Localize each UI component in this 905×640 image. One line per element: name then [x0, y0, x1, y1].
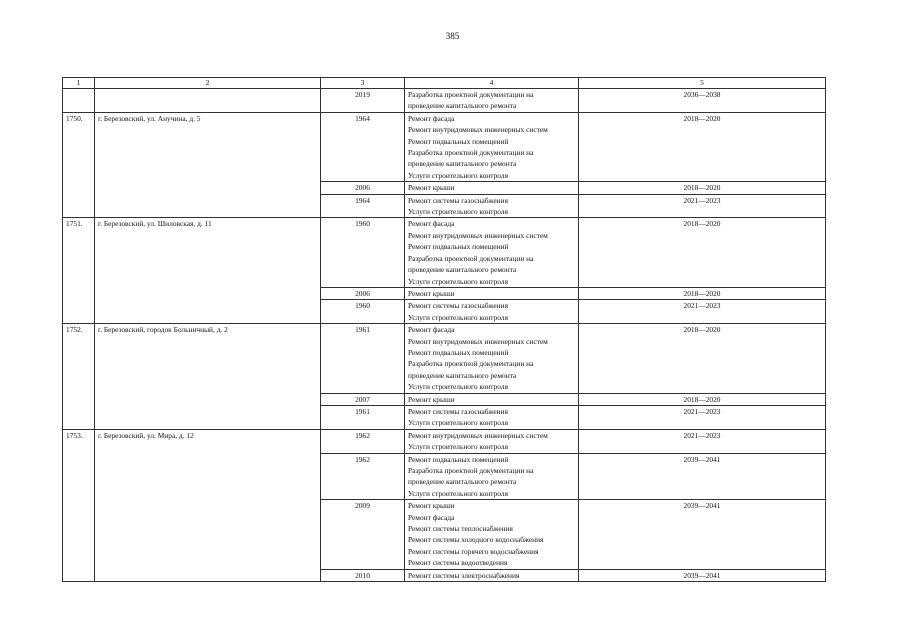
work-item: Ремонт фасада — [408, 325, 455, 335]
work-item: Ремонт системы электроснабжения — [408, 570, 520, 580]
works-cell — [405, 194, 579, 218]
period-cell: 2018—2020 — [579, 287, 826, 299]
work-item: Разработка проектной документации на — [408, 359, 534, 369]
year-cell: 2007 — [321, 393, 405, 405]
year-cell: 1964 — [321, 112, 405, 181]
column-number: 2 — [95, 78, 321, 89]
year-cell: 1960 — [321, 300, 405, 324]
work-item: Услуги строительного контроля — [408, 442, 508, 452]
work-item: Ремонт подвальных помещений — [408, 242, 509, 252]
work-item: Разработка проектной документации на — [408, 90, 534, 99]
work-item: Ремонт системы газоснабжения — [408, 406, 508, 416]
work-item: Ремонт системы газоснабжения — [408, 195, 508, 205]
year-cell: 1961 — [321, 405, 405, 429]
period-cell: 2021—2023 — [579, 405, 826, 429]
period-cell: 2018—2020 — [579, 182, 826, 194]
period-cell: 2039—2041 — [579, 569, 826, 581]
period-cell: 2018—2020 — [579, 393, 826, 405]
work-item: Ремонт внутридомовых инженерных систем — [408, 430, 548, 440]
building-address: г. Березовский, ул. Мира, д. 12 — [95, 429, 321, 581]
item-number: 1750. — [63, 112, 95, 218]
work-item: Услуги строительного контроля — [408, 170, 508, 180]
work-item: Услуги строительного контроля — [408, 418, 508, 428]
item-number: 1752. — [63, 324, 95, 430]
works-cell — [405, 300, 579, 324]
work-item: Услуги строительного контроля — [408, 382, 508, 392]
column-number: 3 — [321, 78, 405, 89]
work-item: Ремонт внутридомовых инженерных систем — [408, 336, 548, 346]
work-item: Ремонт крыши — [408, 183, 455, 193]
works-cell — [405, 405, 579, 429]
building-address — [95, 89, 321, 113]
table-row — [63, 112, 826, 181]
period-cell: 2021—2023 — [579, 194, 826, 218]
work-item: Ремонт системы водоотведения — [408, 558, 508, 568]
period-cell: 2036—2038 — [579, 89, 826, 113]
work-item: Ремонт внутридомовых инженерных систем — [408, 230, 548, 240]
table-row — [63, 89, 826, 113]
period-cell: 2018—2020 — [579, 112, 826, 181]
work-item: Ремонт фасада — [408, 512, 455, 522]
works-cell — [405, 453, 579, 500]
work-item: Услуги строительного контроля — [408, 312, 508, 322]
year-cell: 2019 — [321, 89, 405, 113]
column-number: 1 — [63, 78, 95, 89]
building-address: г. Березовский, ул. Шиловская, д. 11 — [95, 218, 321, 324]
work-item: Ремонт крыши — [408, 501, 455, 511]
works-cell — [405, 218, 579, 287]
year-cell: 2006 — [321, 182, 405, 194]
page-number: 385 — [445, 31, 460, 41]
work-item: Услуги строительного контроля — [408, 207, 508, 217]
year-cell: 1960 — [321, 218, 405, 287]
works-cell — [405, 500, 579, 569]
work-item: Ремонт системы холодного водоснабжения — [408, 535, 544, 545]
column-number: 5 — [579, 78, 826, 89]
works-cell — [405, 112, 579, 181]
work-item: проведение капитального ремонта — [408, 370, 517, 380]
work-item: Ремонт подвальных помещений — [408, 347, 509, 357]
work-item: Ремонт внутридомовых инженерных систем — [408, 125, 548, 135]
work-item: Ремонт подвальных помещений — [408, 136, 509, 146]
works-cell — [405, 287, 579, 299]
work-item: проведение капитального ремонта — [408, 159, 517, 169]
work-item: проведение капитального ремонта — [408, 265, 517, 275]
year-cell: 2010 — [321, 569, 405, 581]
period-cell: 2039—2041 — [579, 453, 826, 500]
period-cell: 2018—2020 — [579, 218, 826, 287]
repair-schedule-table — [62, 77, 826, 582]
item-number — [63, 89, 95, 113]
work-item: Ремонт системы теплоснабжения — [408, 524, 513, 534]
building-address: г. Березовский, городок Больничный, д. 2 — [95, 324, 321, 430]
column-number-row — [63, 78, 826, 89]
work-item: проведение капитального ремонта — [408, 477, 517, 487]
item-number: 1753. — [63, 429, 95, 581]
work-item: Ремонт подвальных помещений — [408, 454, 509, 464]
period-cell: 2021—2023 — [579, 429, 826, 453]
work-item: Ремонт системы газоснабжения — [408, 301, 508, 311]
period-cell: 2018—2020 — [579, 324, 826, 393]
table-row — [63, 218, 826, 287]
year-cell: 1964 — [321, 194, 405, 218]
column-number: 4 — [405, 78, 579, 89]
building-address: г. Березовский, ул. Анучина, д. 5 — [95, 112, 321, 218]
period-cell: 2021—2023 — [579, 300, 826, 324]
work-item: Ремонт системы горячего водоснабжения — [408, 546, 539, 556]
year-cell: 1961 — [321, 324, 405, 393]
work-item: Разработка проектной документации на — [408, 466, 534, 475]
work-item: Ремонт крыши — [408, 394, 455, 404]
item-number: 1751. — [63, 218, 95, 324]
work-item: Разработка проектной документации на — [408, 148, 534, 158]
works-cell — [405, 182, 579, 194]
works-cell — [405, 569, 579, 581]
work-item: проведение капитального ремонта — [408, 101, 517, 111]
year-cell: 2009 — [321, 500, 405, 569]
works-cell — [405, 324, 579, 393]
work-item: Ремонт фасада — [408, 219, 455, 229]
work-item: Ремонт фасада — [408, 113, 455, 123]
year-cell: 1962 — [321, 453, 405, 500]
work-item: Ремонт крыши — [408, 288, 455, 298]
work-item: Услуги строительного контроля — [408, 488, 508, 498]
works-cell — [405, 393, 579, 405]
table-row — [63, 429, 826, 453]
works-cell — [405, 89, 579, 113]
works-cell — [405, 429, 579, 453]
year-cell: 2006 — [321, 287, 405, 299]
year-cell: 1962 — [321, 429, 405, 453]
work-item: Разработка проектной документации на — [408, 253, 534, 263]
work-item: Услуги строительного контроля — [408, 276, 508, 286]
table-row — [63, 324, 826, 393]
period-cell: 2039—2041 — [579, 500, 826, 569]
